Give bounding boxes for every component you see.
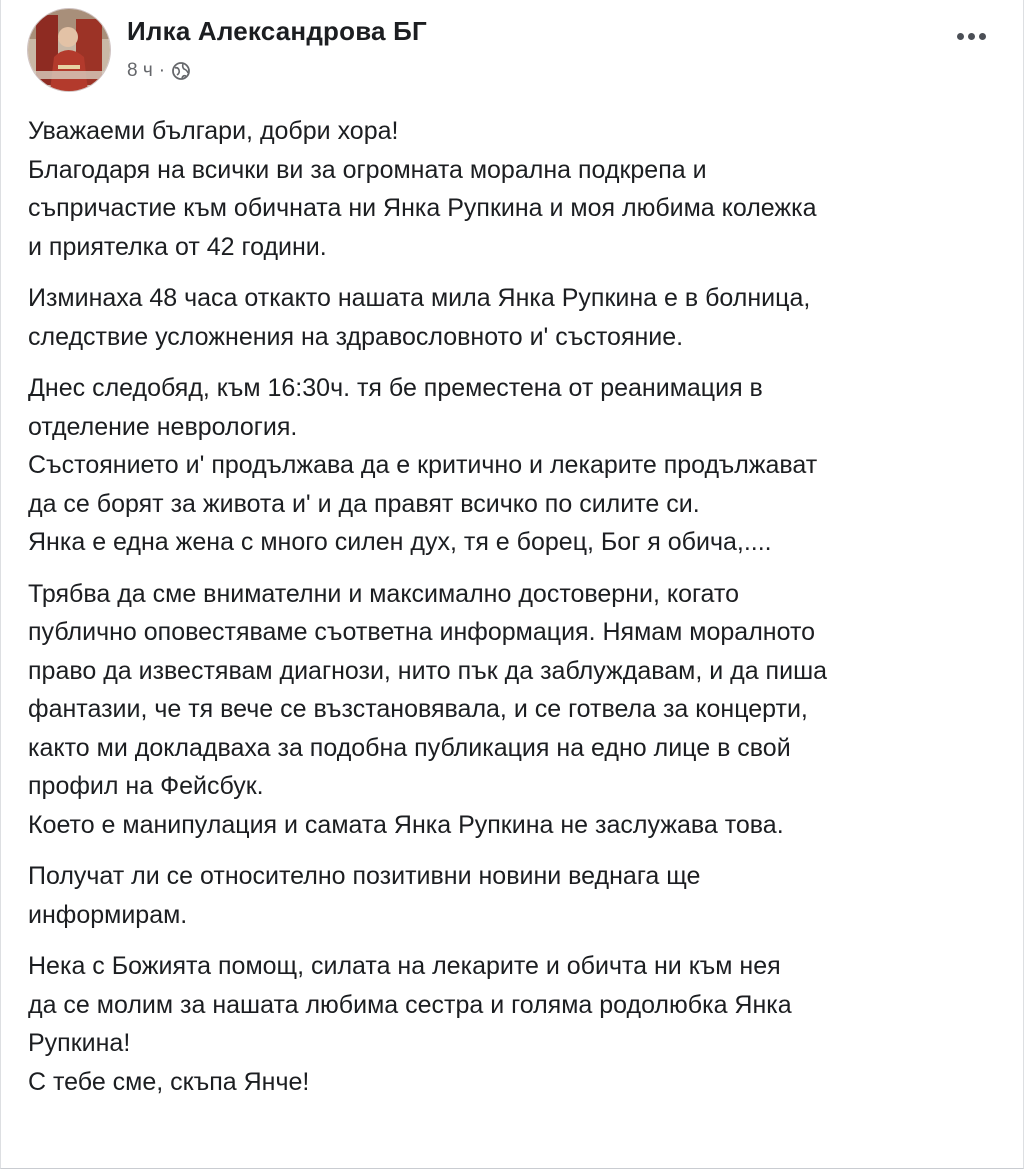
post-text-line: Състоянието и' продължава да е критично и лекарите продължават — [28, 451, 818, 479]
post-text-line: Изминаха 48 часа откакто нашата мила Янка Рупкина е в болница, — [28, 284, 811, 312]
meta-separator: · — [158, 60, 166, 81]
post-header — [27, 8, 999, 88]
more-dot — [979, 33, 986, 40]
post-text-line: Днес следобяд, към 16:30ч. тя бе преместена от реанимация в — [28, 374, 763, 402]
post-paragraph — [28, 575, 1003, 845]
post-text-line: Получат ли се относително позитивни новини веднага ще — [28, 862, 701, 890]
post-text-line: Нека с Божията помощ, силата на лекарите и обичта ни към нея — [28, 952, 781, 980]
post-paragraph — [28, 857, 1003, 934]
post-text-line: Рупкина! — [28, 1029, 131, 1057]
post-text-line: и приятелка от 42 години. — [28, 232, 327, 261]
post-time[interactable]: 8 ч — [127, 60, 153, 81]
globe-icon[interactable] — [171, 61, 191, 81]
post-text-line: Янка е една жена с много силен дух, тя е борец, Бог я обича,.... — [28, 528, 772, 556]
more-options-icon[interactable] — [951, 26, 991, 46]
post-text-line: съпричастие към обичната ни Янка Рупкина и моя любима колежка — [28, 194, 817, 222]
avatar-image — [28, 9, 110, 91]
more-dot — [968, 33, 975, 40]
author-name[interactable]: Илка Александрова БГ — [127, 16, 427, 46]
post-body — [28, 112, 1003, 1101]
post-text-line: право да известявам диагнози, нито пък да заблуждавам, и да пиша — [28, 656, 828, 685]
post-text-line: профил на Фейсбук. — [28, 772, 264, 800]
post-text-line: отделение неврология. — [28, 412, 298, 441]
post-paragraph — [28, 112, 1003, 266]
post-paragraph — [28, 279, 1003, 356]
post-text-line: следствие усложнения на здравословното и' състояние. — [28, 322, 684, 351]
post-paragraph — [28, 947, 1003, 1101]
post-text-line: да се борят за живота и' и да правят всичко по силите си. — [28, 489, 700, 518]
post-text-line: да се молим за нашата любима сестра и голяма родолюбка Янка — [28, 990, 792, 1019]
post-text-line: Трябва да сме внимателни и максимално достоверни, когато — [28, 579, 739, 608]
more-dot — [957, 33, 964, 40]
post-text-line: публично оповестяваме съответна информация. Нямам моралното — [28, 618, 816, 646]
post-text-line: Което е манипулация и самата Янка Рупкина не заслужава това. — [28, 810, 784, 839]
post-text-line: Уважаеми българи, добри хора! — [28, 117, 399, 145]
post-text-line: фантазии, че тя вече се възстановявала, и се готвела за концерти, — [28, 695, 808, 723]
post-meta — [127, 60, 191, 82]
author-avatar[interactable] — [27, 8, 111, 92]
post-text-line: както ми докладваха за подобна публикация на едно лице в свой — [28, 733, 791, 762]
post-text-line: С тебе сме, скъпа Янче! — [28, 1067, 310, 1096]
post-text-line: информирам. — [28, 900, 188, 929]
post-text-line: Благодаря на всички ви за огромната морална подкрепа и — [28, 155, 707, 184]
post-paragraph — [28, 369, 1003, 562]
